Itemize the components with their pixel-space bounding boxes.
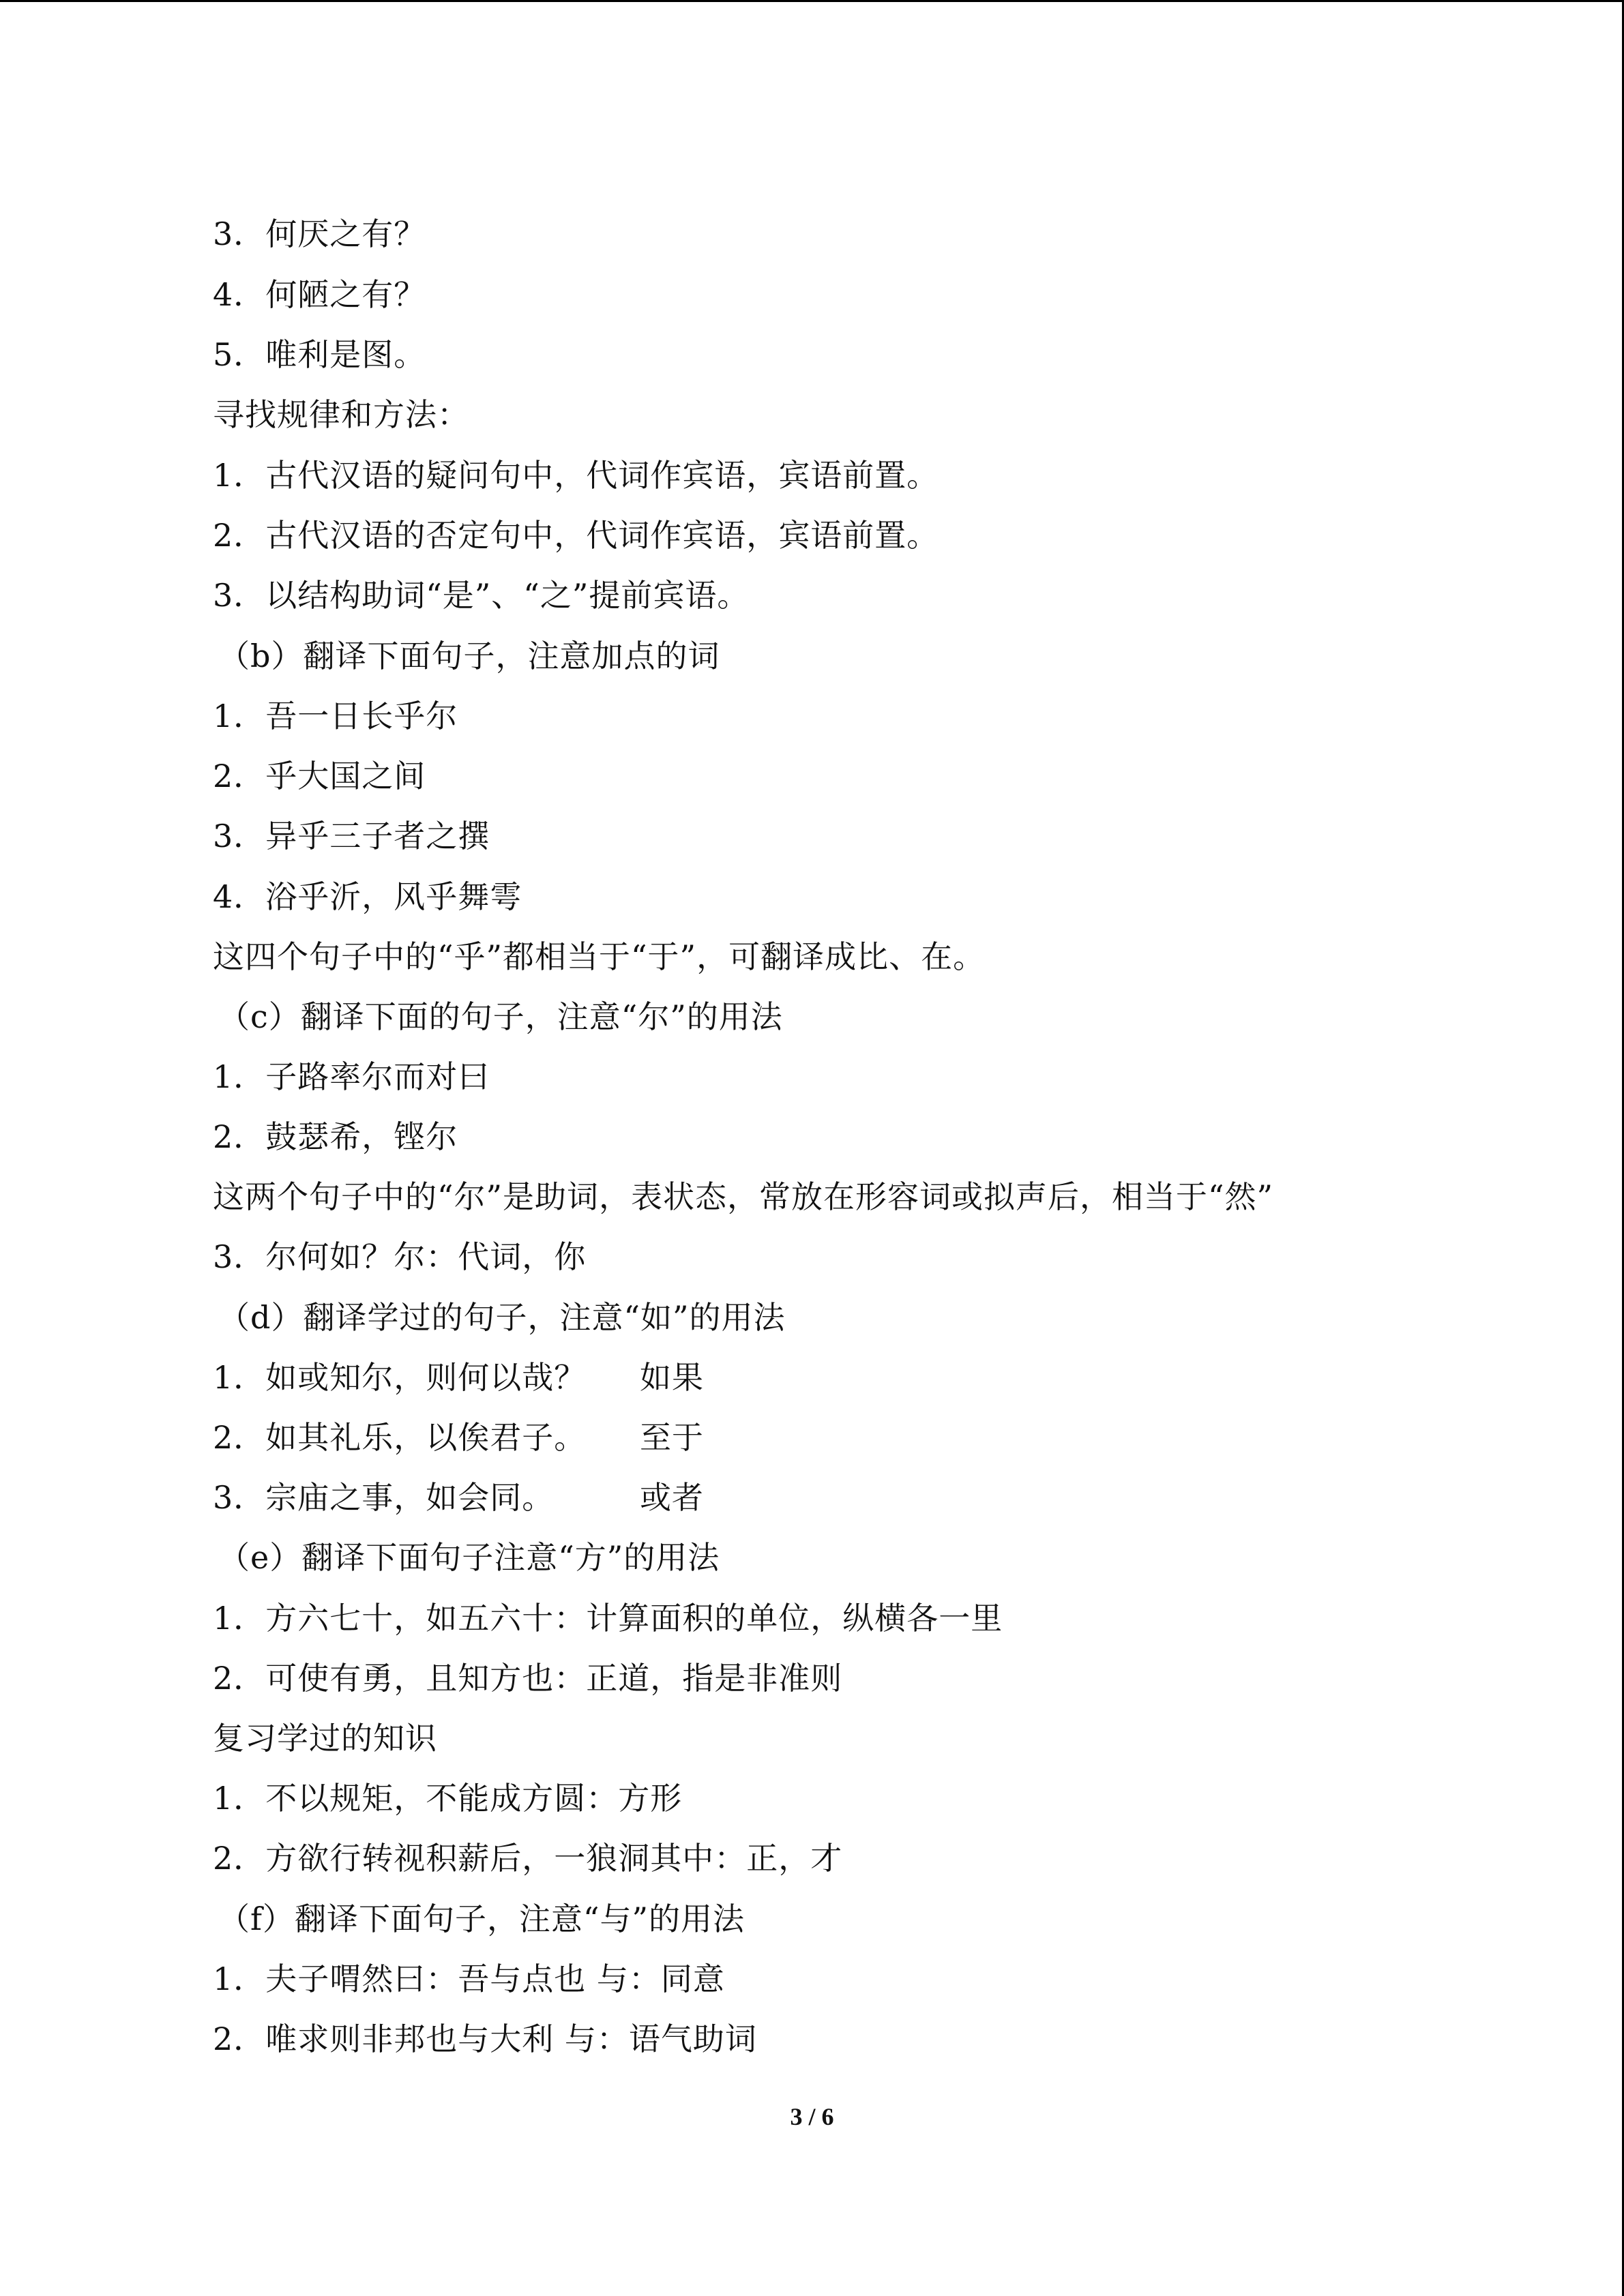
list-item: 1．夫子喟然曰：吾与点也 与：同意 (213, 1960, 725, 1997)
meaning: 至于 (640, 1419, 704, 1456)
list-item: 2．古代汉语的否定句中，代词作宾语，宾语前置。 (213, 517, 939, 554)
section-heading: （f）翻译下面句子，注意“与”的用法 (218, 1900, 745, 1937)
page-number: 3 / 6 (790, 2103, 834, 2130)
sentence: 2．如其礼乐，以俟君子。 (213, 1419, 587, 1456)
list-item: 2．方欲行转视积薪后，一狼洞其中：正，才 (213, 1840, 843, 1877)
paragraph: 这四个句子中的“乎”都相当于“于”，可翻译成比、在。 (213, 938, 986, 975)
section-heading: （b）翻译下面句子，注意加点的词 (218, 638, 720, 674)
list-item: 3．以结构助词“是”、“之”提前宾语。 (213, 577, 750, 614)
list-item: 1．吾一日长乎尔 (213, 698, 458, 734)
list-item: 2．鼓瑟希，铿尔 (213, 1118, 458, 1155)
section-heading: （e）翻译下面句子注意“方”的用法 (218, 1539, 720, 1576)
meaning: 如果 (640, 1359, 704, 1396)
section-heading: （d）翻译学过的句子，注意“如”的用法 (218, 1299, 786, 1336)
sentence: 1．如或知尔，则何以哉？ (213, 1359, 587, 1396)
section-heading: 寻找规律和方法： (213, 396, 469, 433)
list-item (213, 1417, 704, 1458)
sentence: 3．宗庙之事，如会同。 (213, 1479, 555, 1516)
list-item: 1．古代汉语的疑问句中，代词作宾语，宾语前置。 (213, 457, 939, 494)
page-top-border (0, 0, 1624, 2)
list-item: 1．子路率尔而对曰 (213, 1058, 490, 1095)
section-heading: （c）翻译下面的句子，注意“尔”的用法 (218, 998, 783, 1035)
list-item: 1．不以规矩，不能成方圆：方形 (213, 1780, 683, 1817)
meaning: 或者 (640, 1479, 704, 1516)
list-item: 4．浴乎沂，风乎舞雩 (213, 878, 522, 915)
list-item: 1．方六七十，如五六十：计算面积的单位，纵横各一里 (213, 1600, 1003, 1637)
list-item: 3．异乎三子者之撰 (213, 818, 490, 854)
section-heading: 复习学过的知识 (213, 1720, 437, 1757)
paragraph: 这两个句子中的“尔”是助词，表状态，常放在形容词或拟声后，相当于“然” (213, 1178, 1274, 1215)
list-item: 5．唯利是图。 (213, 336, 426, 373)
list-item: 4．何陋之有？ (213, 276, 426, 313)
list-item: 3．何厌之有？ (213, 215, 426, 252)
list-item (213, 1477, 704, 1518)
list-item: 3．尔何如？尔：代词，你 (213, 1238, 587, 1275)
list-item: 2．唯求则非邦也与大利 与：语气助词 (213, 2021, 757, 2057)
list-item (213, 1357, 704, 1398)
list-item: 2．乎大国之间 (213, 758, 426, 794)
list-item: 2．可使有勇，且知方也：正道，指是非准则 (213, 1660, 843, 1697)
